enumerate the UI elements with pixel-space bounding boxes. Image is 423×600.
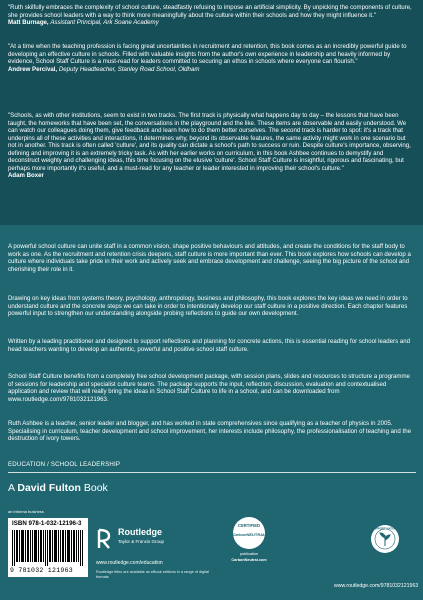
subject-category: EDUCATION / SCHOOL LEADERSHIP <box>8 461 121 468</box>
carbon-neutral-badge-icon <box>232 516 266 550</box>
divider <box>8 472 416 473</box>
publisher-name: Routledge <box>118 527 162 537</box>
quote-text: "At a time when the teaching profession is facing great uncertainties in recruitment and retention, this book comes as an incredibly powerful guide to developing an effective culture in schools. Filled with valuable insights from the author's own experience in leadership and heavily informed by evidence, School Staff Culture is a must-read for leaders committed to securing an ethos in schools where everyone can flourish." <box>8 43 407 65</box>
author-bio: Ruth Ashbee is a teacher, senior leader and blogger, and has worked in state comprehensives since qualifying as a teacher of physics in 2005. Specialising in curriculum, teacher development and school improvement, her interests include philosophy, the professionalisation of teaching and the destruction of ivory towers. <box>8 420 411 442</box>
imprint-suffix: Book <box>83 482 108 494</box>
ebook-note: Routledge titles are available as eBook editions in a range of digital formats <box>96 570 209 579</box>
endorsement-quote <box>8 4 413 27</box>
quote-attribution <box>8 19 413 27</box>
quote-text: "Ruth skilfully embraces the complexity of school culture, steadfastly refusing to impose an artificial simplicity. By unpicking the components of culture, she provides school leaders with a way to think more meaningfully about the culture within their schools and how they might influence it." <box>8 4 412 19</box>
book-url[interactable]: www.routledge.com/9781032121963 <box>334 583 419 589</box>
endorsement-quote <box>8 43 413 73</box>
quote-role: Assistant Principal, Ark Soane Academy <box>50 19 159 26</box>
quote-author: Andrew Percival, <box>8 65 58 73</box>
imprint-line <box>8 482 108 494</box>
endorsement-quote <box>8 112 413 180</box>
carbon-url[interactable]: CarbonNeutral.com <box>231 558 267 562</box>
routledge-logo-icon <box>96 528 112 550</box>
carbon-badge-mid: CarbonNEUTRAL <box>232 532 266 537</box>
quote-attribution <box>8 66 413 74</box>
publisher-url[interactable]: www.routledge.com/education <box>96 560 163 566</box>
endorsements-panel <box>0 0 423 225</box>
imprint-prefix: A <box>8 482 15 494</box>
informa-tagline: an informa business <box>8 509 44 514</box>
description-paragraph: School Staff Culture benefits from a completely free school development package, with session plans, slides and resources to structure a programme of sessions for leadership and specialist culture teams. The package supports the input, reflection, discussion, evaluation and contextualised application and review that will really bring the ideas in School Staff Culture to life in a school, and can be downloaded from www.routledge.com/9781032121963. <box>8 373 410 403</box>
barcode-bars-icon <box>12 530 84 566</box>
description-paragraph: Written by a leading practitioner and designed to support reflections and planning for concrete actions, this is essential reading for school leaders and head teachers wanting to develop an authentic, powerful and positive school staff culture. <box>8 338 410 353</box>
quote-text: "Schools, as with other institutions, seem to exist in two tracks. The first track is physically what happens day to day – the lessons that have been taught, the homeworks that have been set, the conversations in the playground and the like. These items are observable and easily understood. We can watch our colleagues doing them, give feedback and learn how to do them better ourselves. The second track is harder to spot: it's a track that underpins all of these activities and interactions, it determines why, beyond its observable features, the same activity might work in one scenario but not in another. This track is often called 'culture', and its quality can dictate a school's path to success or ruin. Despite culture's importance, observing, defining and improving it is an extremely tricky task. As with her earlier works on curriculum, in this book Ashbee continues to demystify and deconstruct weighty and challenging ideas, this time focusing on the elusive 'culture'. School Staff Culture is insightful, rigorous and fascinating, but perhaps more importantly it's useful, and a must-read for any teacher or leader interested in improving their school's culture." <box>8 112 411 172</box>
quote-attribution <box>8 172 413 180</box>
barcode <box>8 518 88 577</box>
support-nature-label: SUPPORT NATURE <box>372 526 398 531</box>
publisher-group: Taylor & Francis Group <box>118 539 165 544</box>
quote-role: Deputy Headteacher, Stanley Road School, Oldham <box>58 65 200 73</box>
isbn-label: ISBN 978-1-032-12196-3 <box>12 520 82 527</box>
carbon-publication-label: publication <box>239 552 259 556</box>
quote-author: Matt Burnage, <box>8 19 49 26</box>
carbon-badge-top: CERTIFIED <box>237 523 261 528</box>
description-paragraph: Drawing on key ideas from systems theory, psychology, anthropology, business and philosophy, this book explores the key ideas we need in order to understand culture and the concrete steps we can take in order to intentionally develop our staff culture in a positive direction. Each chapter features powerful input to strengthen our understanding alongside probing reflections to guide our own development. <box>8 295 408 317</box>
description-paragraph: A powerful school culture can unite staff in a common vision, shape positive behaviours and attitudes, and create the conditions for the staff body to work as one. As the recruitment and retention crisis deepens, staff culture is more important than ever. This book explores how schools can develop a culture where individuals take pride in their work and actively seek and embrace development and challenge, seeing the big picture of the school and cherishing their role in it. <box>8 243 411 273</box>
quote-author: Adam Boxer <box>8 172 44 179</box>
support-nature-badge-icon <box>370 524 400 554</box>
isbn-digits: 9 781032 121963 <box>10 567 74 574</box>
imprint-name: David Fulton <box>17 482 81 494</box>
